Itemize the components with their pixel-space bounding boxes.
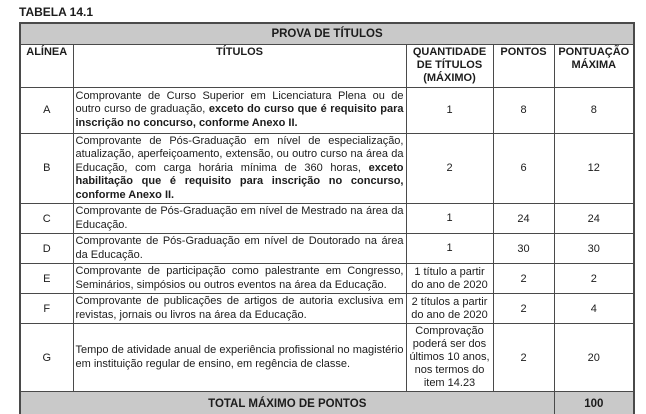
pontuacao-maxima-cell: 12 <box>554 133 634 204</box>
pontuacao-maxima-cell: 8 <box>554 87 634 133</box>
pontos-cell: 6 <box>493 133 554 204</box>
table-row <box>20 204 634 234</box>
table-caption: TABELA 14.1 <box>19 5 94 19</box>
pontos-cell: 8 <box>493 87 554 133</box>
quantidade-cell: 1 título a partir do ano de 2020 <box>406 264 493 294</box>
titulo-bold-text: exceto habilitação que é requisito para inscrição no concurso, conforme Anexo II. <box>75 161 404 201</box>
titulo-text: Comprovante de publicações de artigos de autoria exclusiva em revistas, jornais ou livros na área da Educação. <box>75 295 404 321</box>
table-row <box>20 294 634 324</box>
quantidade-cell: 1 <box>406 234 493 264</box>
titulo-text: Comprovante de participação como palestrante em Congresso, Seminários, simpósios ou outros eventos na área da Educação. <box>75 265 404 291</box>
table-row <box>20 87 634 133</box>
prova-de-titulos-table <box>19 22 635 414</box>
alinea-cell: C <box>20 204 73 234</box>
titulo-cell <box>73 264 406 294</box>
total-value: 100 <box>554 392 634 414</box>
titulo-cell <box>73 234 406 264</box>
pontos-cell: 2 <box>493 264 554 294</box>
titulo-text: Tempo de atividade anual de experiência profissional no magistério em instituição regular de ensino, em regência de classe. <box>75 344 404 370</box>
alinea-cell: F <box>20 294 73 324</box>
column-header-alinea: ALÍNEA <box>20 45 73 88</box>
pontuacao-maxima-cell: 30 <box>554 234 634 264</box>
alinea-cell: G <box>20 324 73 392</box>
table-title: PROVA DE TÍTULOS <box>20 23 634 45</box>
titulo-cell <box>73 324 406 392</box>
titulo-text: Comprovante de Curso Superior em Licenciatura Plena ou de outro curso de graduação, <box>75 89 404 116</box>
column-header-quantidade: QUANTIDADE DE TÍTULOS (MÁXIMO) <box>406 45 493 88</box>
quantidade-cell: 2 <box>406 133 493 204</box>
alinea-cell: D <box>20 234 73 264</box>
column-header-row <box>20 45 634 88</box>
pontos-cell: 2 <box>493 294 554 324</box>
pontos-cell: 2 <box>493 324 554 392</box>
titulo-cell <box>73 204 406 234</box>
pontos-cell: 24 <box>493 204 554 234</box>
column-header-pontuacao-maxima: PONTUAÇÃO MÁXIMA <box>554 45 634 88</box>
quantidade-cell: 2 títulos a partir do ano de 2020 <box>406 294 493 324</box>
titulo-cell <box>73 87 406 133</box>
pontos-cell: 30 <box>493 234 554 264</box>
column-header-titulos: TÍTULOS <box>73 45 406 88</box>
total-label: TOTAL MÁXIMO DE PONTOS <box>20 392 554 414</box>
titulo-cell <box>73 133 406 204</box>
titulo-cell <box>73 294 406 324</box>
total-row <box>20 392 634 414</box>
table-row <box>20 133 634 204</box>
alinea-cell: B <box>20 133 73 204</box>
pontuacao-maxima-cell: 24 <box>554 204 634 234</box>
alinea-cell: E <box>20 264 73 294</box>
table-row <box>20 324 634 392</box>
quantidade-cell: 1 <box>406 87 493 133</box>
quantidade-cell: 1 <box>406 204 493 234</box>
titulo-text: Comprovante de Pós-Graduação em nível de especialização, atualização, aperfeiçoamento, extensão, ou outro curso na área da Educação, com carga horária mínima de 360 horas, <box>75 134 404 174</box>
column-header-pontos: PONTOS <box>493 45 554 88</box>
alinea-cell: A <box>20 87 73 133</box>
quantidade-cell: Comprovação poderá ser dos últimos 10 anos, nos termos do item 14.23 <box>406 324 493 392</box>
pontuacao-maxima-cell: 20 <box>554 324 634 392</box>
table-row <box>20 234 634 264</box>
titulo-text: Comprovante de Pós-Graduação em nível de Doutorado na área da Educação. <box>75 235 404 261</box>
table-title-row <box>20 23 634 45</box>
pontuacao-maxima-cell: 4 <box>554 294 634 324</box>
titulo-text: Comprovante de Pós-Graduação em nível de Mestrado na área da Educação. <box>75 205 404 231</box>
titulo-bold-text: exceto do curso que é requisito para inscrição no concurso, conforme Anexo II. <box>75 103 404 129</box>
pontuacao-maxima-cell: 2 <box>554 264 634 294</box>
table-row <box>20 264 634 294</box>
